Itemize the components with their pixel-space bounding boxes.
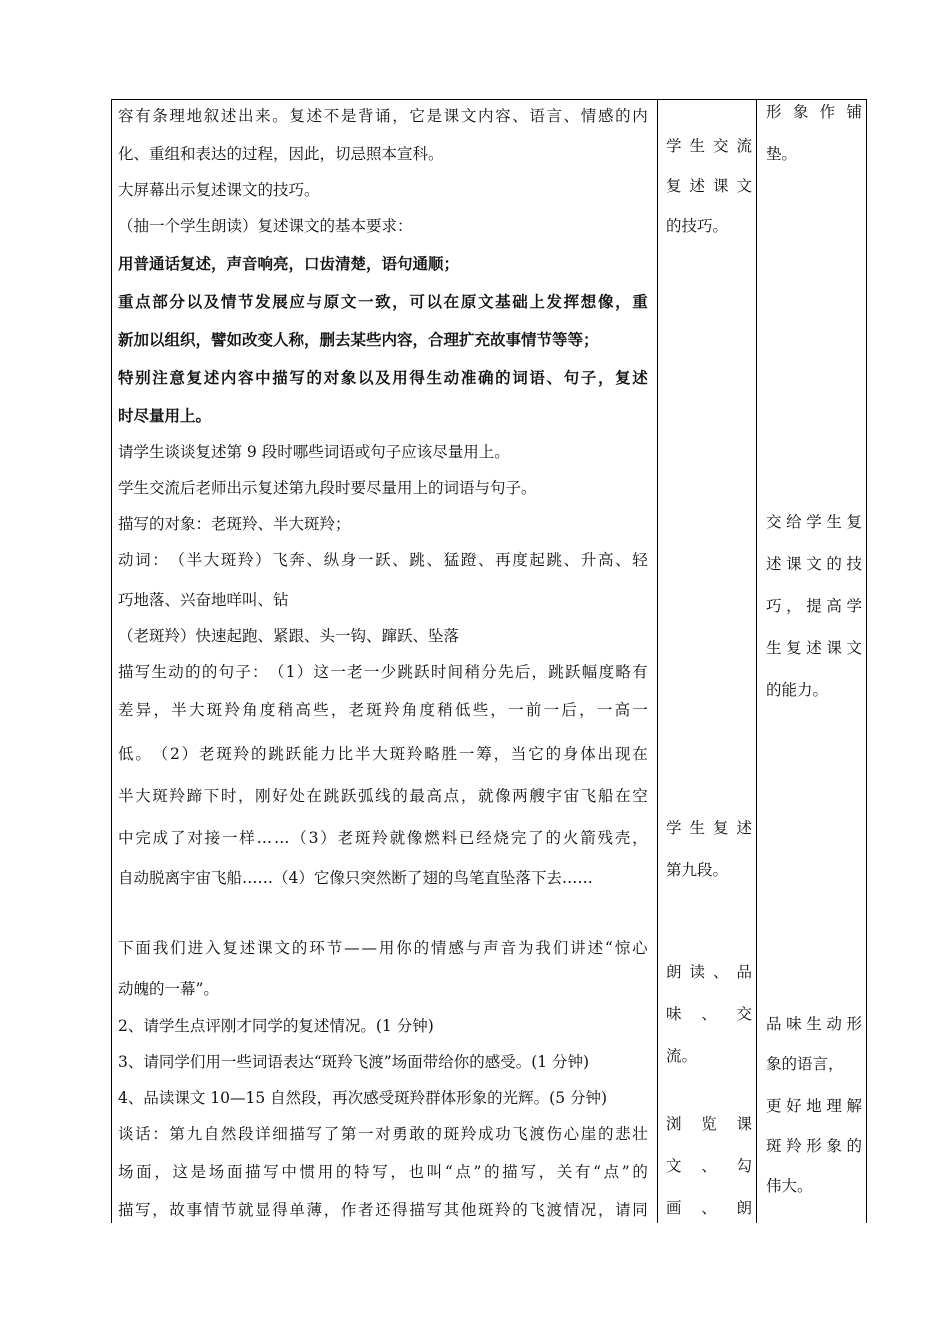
content-line: 动魄的一幕”。 — [118, 980, 219, 998]
content-line: 化、重组和表达的过程，因此，切忌照本宣科。 — [118, 145, 444, 163]
content-line: 描写的对象：老斑羚、半大斑羚； — [118, 515, 351, 533]
activity-line: 复 述 课 文 — [666, 177, 752, 195]
intent-line: 伟大。 — [766, 1177, 813, 1195]
intent-line: 象的语言， — [766, 1055, 844, 1073]
intent-line: 交 给 学 生 复 — [766, 513, 862, 531]
intent-line: 述 课 文 的 技 — [766, 555, 862, 573]
content-line: 谈 话 ： 第 九 自 然 段 详 细 描 写 了 第 一 对 勇 敢 的 斑 羚 成 功 飞 渡 伤 心 崖 的 悲 壮 — [118, 1125, 648, 1143]
content-line: 低 。 （ 2 ） 老 斑 羚 的 跳 跃 能 力 比 半 大 斑 羚 略 胜 一 筹 ， 当 它 的 身 体 出 现 在 — [118, 745, 648, 763]
activity-line: 的技巧。 — [666, 217, 729, 235]
content-line: 半 大 斑 羚 蹄 下 时 ， 刚 好 处 在 跳 跃 弧 线 的 最 高 点 ， 就 像 两 艘 宇 宙 飞 船 在 空 — [118, 787, 648, 805]
activity-line: 朗 读 、 品 — [666, 963, 752, 981]
content-line: （老斑羚）快速起跑、紧跟、头一钩、蹿跃、坠落 — [118, 627, 460, 645]
content-line: 动 词 ： （ 半 大 斑 羚 ） 飞 奔 、 纵 身 一 跃 、 跳 、 猛 蹬 、 再 度 起 跳 、 升 高 、 轻 — [118, 551, 648, 569]
activity-line: 学 生 交 流 — [666, 137, 752, 155]
content-line: 容 有 条 理 地 叙 述 出 来 。 复 述 不 是 背 诵 ， 它 是 课 文 内 容 、 语 言 、 情 感 的 内 — [118, 107, 648, 125]
content-line: 描 写 ， 故 事 情 节 就 显 得 单 薄 ， 作 者 还 得 描 写 其 他 斑 羚 的 飞 渡 情 况 ， 请 同 — [118, 1201, 648, 1219]
requirement-line: 时尽量用上。 — [118, 406, 212, 425]
content-line: 中 完 成 了 对 接 一 样 … … （ 3 ） 老 斑 羚 就 像 燃 料 已 经 烧 完 了 的 火 箭 残 壳 ， — [118, 829, 648, 847]
content-line: 差 异 ， 半 大 斑 羚 角 度 稍 高 些 ， 老 斑 羚 角 度 稍 低 些 ， 一 前 一 后 ， 一 高 一 — [118, 701, 648, 719]
content-line: 描 写 生 动 的 的 句 子 ： （ 1 ） 这 一 老 一 少 跳 跃 时 间 稍 分 先 后 ， 跳 跃 幅 度 略 有 — [118, 663, 648, 681]
activity-line: 第九段。 — [666, 861, 729, 879]
activity-line: 浏 览 课 — [666, 1115, 752, 1133]
content-line: 自动脱离宇宙飞船……（4）它像只突然断了翅的鸟笔直坠落下去…… — [118, 869, 593, 887]
activity-line: 学 生 复 述 — [666, 819, 752, 837]
requirement-line: 新加以组织，譬如改变人称，删去某些内容，合理扩充故事情节等等； — [118, 330, 599, 349]
requirement-line: 用普通话复述，声音响亮，口齿清楚，语句通顺； — [118, 254, 460, 273]
activity-line: 文 、 勾 — [666, 1157, 752, 1175]
intent-line: 斑 羚 形 象 的 — [766, 1137, 862, 1155]
content-line: 请学生谈谈复述第 9 段时哪些词语或句子应该尽量用上。 — [118, 443, 510, 461]
content-line: 大屏幕出示复述课文的技巧。 — [118, 181, 320, 199]
content-line: 4、品读课文 10—15 自然段，再次感受斑羚群体形象的光辉。(5 分钟) — [118, 1089, 608, 1107]
requirement-line: 特 别 注 意 复 述 内 容 中 描 写 的 对 象 以 及 用 得 生 动 准 确 的 词 语 、 句 子 ， 复 述 — [118, 368, 648, 387]
activity-line: 味 、 交 — [666, 1005, 752, 1023]
content-line: 3、请同学们用一些词语表达“斑羚飞渡”场面带给你的感受。(1 分钟) — [118, 1053, 590, 1071]
requirement-line: 重 点 部 分 以 及 情 节 发 展 应 与 原 文 一 致 ， 可 以 在 原 文 基 础 上 发 挥 想 像 ， 重 — [118, 292, 648, 311]
content-line: 巧地落、兴奋地咩叫、钻 — [118, 591, 289, 609]
column-divider-1 — [657, 99, 658, 1223]
intent-line: 的能力。 — [766, 681, 829, 699]
intent-line: 生 复 述 课 文 — [766, 639, 862, 657]
intent-line: 形 象 作 铺 — [766, 103, 862, 121]
intent-line: 巧 ， 提 高 学 — [766, 597, 862, 615]
intent-line: 更 好 地 理 解 — [766, 1097, 862, 1115]
content-line: 下 面 我 们 进 入 复 述 课 文 的 环 节 — — 用 你 的 情 感 与 声 音 为 我 们 讲 述 “ 惊 心 — [118, 939, 648, 957]
intent-line: 品 味 生 动 形 — [766, 1015, 862, 1033]
content-line: 2、请学生点评刚才同学的复述情况。(1 分钟) — [118, 1017, 434, 1035]
content-line: （抽一个学生朗读）复述课文的基本要求： — [118, 217, 413, 235]
intent-line: 垫。 — [766, 145, 798, 163]
activity-line: 画 、 朗 — [666, 1199, 752, 1217]
content-line: 场 面 ， 这 是 场 面 描 写 中 惯 用 的 特 写 ， 也 叫 “ 点 ” 的 描 写 ， 关 有 “ 点 ” 的 — [118, 1163, 648, 1181]
activity-line: 流。 — [666, 1047, 698, 1065]
column-divider-2 — [756, 99, 757, 1223]
content-line: 学生交流后老师出示复述第九段时要尽量用上的词语与句子。 — [118, 479, 537, 497]
